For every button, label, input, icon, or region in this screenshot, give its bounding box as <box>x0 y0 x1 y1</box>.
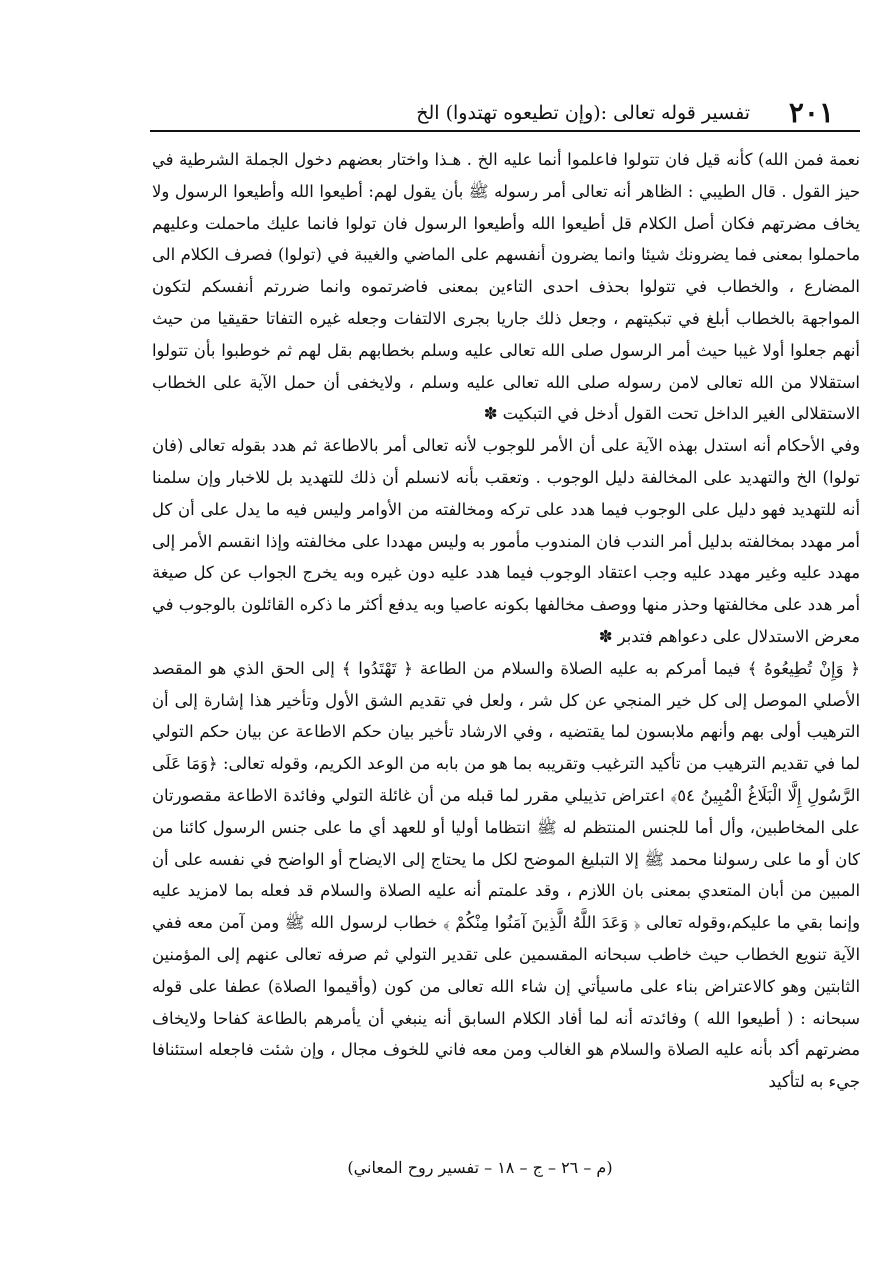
main-text <box>152 144 860 1098</box>
page-header <box>150 92 860 130</box>
paragraph-2: وفي الأحكام أنه استدل بهذه الآية على أن الأمر للوجوب لأنه تعالى أمر بالاطاعة ثم هدد بقوله تعالى (فان تولوا) الخ والتهديد على المخالفة دليل الوجوب . وتعقب بأنه لانسلم أن ذلك للتهديد بل للاخبار وإن سلمنا أنه للتهديد فهو دليل على الوجوب فيما هدد على تركه ومخالفته من الأوامر وليس فيه ما يدل على أن كل أمر مهدد بمخالفته بدليل أمر الندب فان المندوب مأمور به وليس مهددا على مخالفته وإذا انقسم الأمر إلى مهدد عليه وغير مهدد عليه وجب اعتقاد الوجوب فيما هدد عليه دون غيره وبه يخرج الجواب عن كل صيغة أمر هدد على مخالفتها وحذر منها ووصف مخالفها بكونه عاصيا وبه يدفع أكثر ما ذكره القائلون بالوجوب في معرض الاستدلال على دعواهم فتدبر ✽ <box>152 436 860 646</box>
running-title: تفسير قوله تعالى :(وإن تطيعوه تهتدوا) الخ <box>416 102 750 124</box>
paragraph-3: ﴿ وَإِنْ تُطِيعُوهُ ﴾ فيما أمركم به عليه الصلاة والسلام من الطاعة ﴿ تَهْتَدُوا ﴾ إلى الحق الذي هو المقصد الأصلي الموصل إلى كل خير المنجي عن كل شر ، ولعل في تقديم الشق الأول وتأخير هذا إشارة إلى أن الترهيب أولى بهم وأنهم ملابسون لما يقتضيه ، وفي الارشاد تأخير بيان حكم الاطاعة عن بيان حكم التولي لما في تقديم الترهيب من تأكيد الترغيب وتقريبه بما هو من بابه من الوعد الكريم، وقوله تعالى: ﴿وَمَا عَلَى الرَّسُولِ إِلَّا الْبَلَاغُ الْمُبِينُ ٥٤﴾ اعتراض تذييلي مقرر لما قبله من أن غائلة التولي وفائدة الاطاعة مقصورتان على المخاطبين، وأل أما للجنس المنتظم له ﷺ انتظاما أوليا أو للعهد أي ما على جنس الرسول كائنا من كان أو ما على رسولنا محمد ﷺ إلا التبليغ الموضح لكل ما يحتاج إلى الايضاح أو الواضح في نفسه على أن المبين من أبان المتعدي بمعنى بان اللازم ، وقد علمتم أنه عليه الصلاة والسلام قد فعله بما لامزيد عليه وإنما بقي ما عليكم،وقوله تعالى ﴿ وَعَدَ اللَّهُ الَّذِينَ آمَنُوا مِنْكُمْ ﴾ خطاب لرسول الله ﷺ ومن آمن معه ففي الآية تنويع الخطاب حيث خاطب سبحانه المقسمين على تقدير التولي ثم صرفه تعالى عنهم إلى المؤمنين الثابتين وهو كالاعتراض بناء على ماسيأتي إن شاء الله تعالى من كون (وأقيموا الصلاة) عطفا على قوله سبحانه : ( أطيعوا الله ) وفائدته أنه لما أفاد الكلام السابق أنه ينبغي أن يأمرهم بالطاعة كفاحا ولايخاف مضرتهم أكد بأنه عليه الصلاة والسلام هو الغالب ومن معه فاني للخوف مجال ، وإن شئت فاجعله استئنافا جيء به لتأكيد <box>152 658 861 1092</box>
footer-signature: (م – ٢٦ – ج – ١٨ – تفسير روح المعاني) <box>347 1158 613 1177</box>
page-number: ٢٠١ <box>788 96 834 129</box>
header-rule <box>150 130 860 132</box>
paragraph-1: نعمة فمن الله) كأنه قيل فان تتولوا فاعلموا أنما عليه الخ . هـذا واختار بعضهم دخول الجملة الشرطية في حيز القول . قال الطيبي : الظاهر أنه تعالى أمر رسوله ﷺ بأن يقول لهم: أطيعوا الله وأطيعوا الرسول ولا يخاف مضرتهم فكان أصل الكلام قل أطيعوا الله وأطيعوا الرسول فان تولوا فانما عليك ماحملت وعليهم ماحملوا بمعنى فما يضرونك شيئا وانما يضرون أنفسهم على الماضي والغيبة في (تولوا) فصرف الكلام الى المضارع ، والخطاب في تتولوا بحذف احدى التاءين بمعنى فاضرتموه وانما ضررتم أنفسكم لتكون المواجهة بالخطاب أبلغ في تبكيتهم ، وجعل ذلك جاريا بجرى الالتفات وجعله غيره التفاتا حقيقيا من حيث أنهم جعلوا أولا غيبا حيث أمر الرسول صلى الله تعالى عليه وسلم بخطابهم بقل لهم ثم خوطبوا بأن تتولوا استقلالا من الله تعالى لامن رسوله صلى الله تعالى عليه وسلم ، ولايخفى أن حمل الآية على الخطاب الاستقلالى الغير الداخل تحت القول أدخل في التبكيت ✽ <box>152 150 860 424</box>
